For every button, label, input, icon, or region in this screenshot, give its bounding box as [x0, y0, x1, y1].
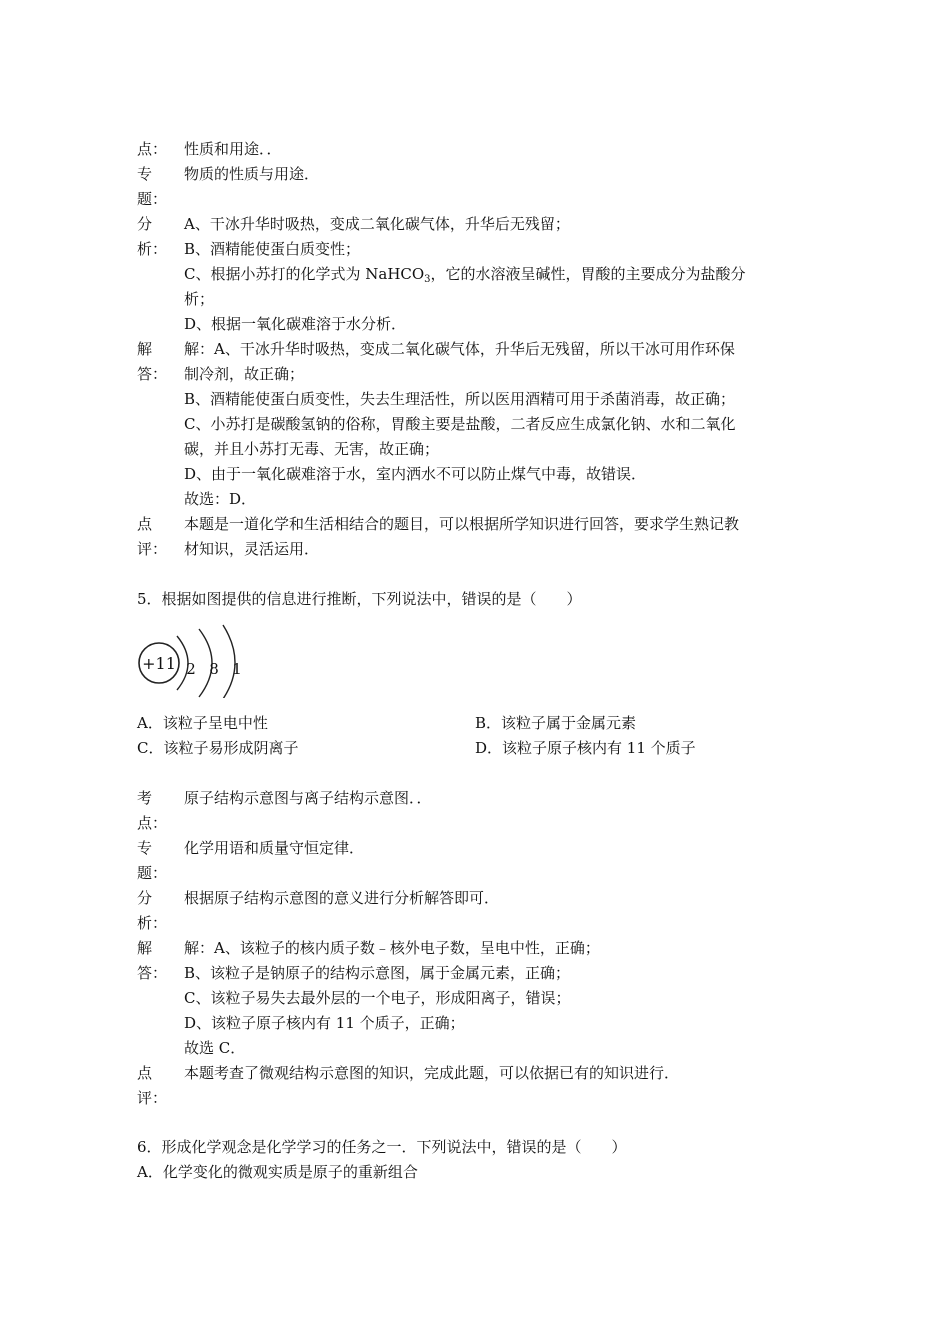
q4-fenxi-line-3-tail: ，它的水溶液呈碱性，胃酸的主要成分为盐酸分 [430, 265, 746, 283]
q4-zhuanti-text: 物质的性质与用途． [184, 165, 320, 183]
q4-fenxi-subscript: 3 [424, 274, 431, 285]
q5-jieda-line-4: D、该粒子原子核内有 11 个质子，正确； [184, 1014, 465, 1032]
q5-jieda-label-1: 解 [137, 939, 153, 957]
q5-option-c: C．该粒子易形成阴离子 [137, 739, 299, 757]
q6-question: 6．形成化学观念是化学学习的任务之一．下列说法中，错误的是（ ） [137, 1138, 627, 1156]
q4-jieda-line-4: C、小苏打是碳酸氢钠的俗称，胃酸主要是盐酸，二者反应生成氯化钠、水和二氧化 [184, 415, 736, 433]
q5-kaodian-label-1: 考 [137, 789, 153, 807]
shell-2-count: 8 [209, 660, 219, 678]
q4-fenxi-line-5: D、根据一氧化碳难溶于水分析． [184, 315, 407, 333]
q4-fenxi-line-4: 析； [184, 290, 215, 308]
q5-dianping-text: 本题考查了微观结构示意图的知识，完成此题，可以依据已有的知识进行． [184, 1064, 680, 1082]
q4-zhuanti-label-1: 专 [137, 165, 153, 183]
q4-jieda-line-3: B、酒精能使蛋白质变性，失去生理活性，所以医用酒精可用于杀菌消毒，故正确； [184, 390, 736, 408]
q5-zhuanti-label-1: 专 [137, 839, 153, 857]
q4-jieda-line-7: 故选：D． [184, 490, 257, 508]
q4-fenxi-line-2: B、酒精能使蛋白质变性； [184, 240, 361, 258]
q4-fenxi-label-2: 析： [137, 240, 168, 258]
shell-3-count: 1 [232, 660, 242, 678]
q5-option-a: A．该粒子呈电中性 [137, 714, 268, 732]
q4-fenxi-line-3 [184, 265, 746, 283]
q4-fenxi-line-3-head: C、根据小苏打的化学式为 NaHCO [184, 265, 425, 283]
q5-dianping-label-1: 点 [137, 1064, 153, 1082]
q4-kaodian-text: 性质和用途．． [184, 140, 282, 158]
q5-zhuanti-label-2: 题： [137, 864, 168, 882]
q4-jieda-line-2: 制冷剂，故正确； [184, 365, 305, 383]
q4-dianping-label-2: 评： [137, 540, 168, 558]
q4-zhuanti-label-2: 题： [137, 190, 168, 208]
q4-jieda-label-2: 答： [137, 365, 168, 383]
q6-option-a: A．化学变化的微观实质是原子的重新组合 [137, 1163, 418, 1181]
q4-fenxi-label-1: 分 [137, 215, 153, 233]
q4-jieda-line-6: D、由于一氧化碳难溶于水，室内洒水不可以防止煤气中毒，故错误． [184, 465, 647, 483]
q4-dianping-label-1: 点 [137, 515, 153, 533]
q5-dianping-label-2: 评： [137, 1089, 168, 1107]
q5-zhuanti-text: 化学用语和质量守恒定律． [184, 839, 365, 857]
q4-fenxi-line-1: A、干冰升华时吸热，变成二氧化碳气体，升华后无残留； [184, 215, 570, 233]
q5-jieda-line-5: 故选 C． [184, 1039, 246, 1057]
shell-1-count: 2 [186, 660, 196, 678]
q5-jieda-line-3: C、该粒子易失去最外层的一个电子，形成阳离子，错误； [184, 989, 571, 1007]
q4-dianping-line-2: 材知识，灵活运用． [184, 540, 320, 558]
q5-question: 5．根据如图提供的信息进行推断，下列说法中，错误的是（ ） [137, 590, 582, 608]
q5-jieda-label-2: 答： [137, 964, 168, 982]
q5-jieda-line-2: B、该粒子是钠原子的结构示意图，属于金属元素，正确； [184, 964, 571, 982]
q5-jieda-line-1: 解：A、该粒子的核内质子数﹣核外电子数，呈电中性，正确； [184, 939, 600, 957]
nucleus-charge: +11 [142, 654, 176, 673]
q5-fenxi-text: 根据原子结构示意图的意义进行分析解答即可． [184, 889, 500, 907]
q4-kaodian-label: 点： [137, 140, 168, 158]
atom-structure-diagram [137, 622, 257, 698]
q5-option-b: B．该粒子属于金属元素 [475, 714, 637, 732]
q5-kaodian-label-2: 点： [137, 814, 168, 832]
q5-fenxi-label-1: 分 [137, 889, 153, 907]
q4-jieda-label-1: 解 [137, 340, 153, 358]
q4-jieda-line-1: 解：A、干冰升华时吸热，变成二氧化碳气体，升华后无残留，所以干冰可用作环保 [184, 340, 735, 358]
q4-dianping-line-1: 本题是一道化学和生活相结合的题目，可以根据所学知识进行回答，要求学生熟记教 [184, 515, 740, 533]
q4-jieda-line-5: 碳，并且小苏打无毒、无害，故正确； [184, 440, 440, 458]
q5-fenxi-label-2: 析： [137, 914, 168, 932]
q5-kaodian-text: 原子结构示意图与离子结构示意图．． [184, 789, 432, 807]
q5-option-d: D．该粒子原子核内有 11 个质子 [475, 739, 696, 757]
